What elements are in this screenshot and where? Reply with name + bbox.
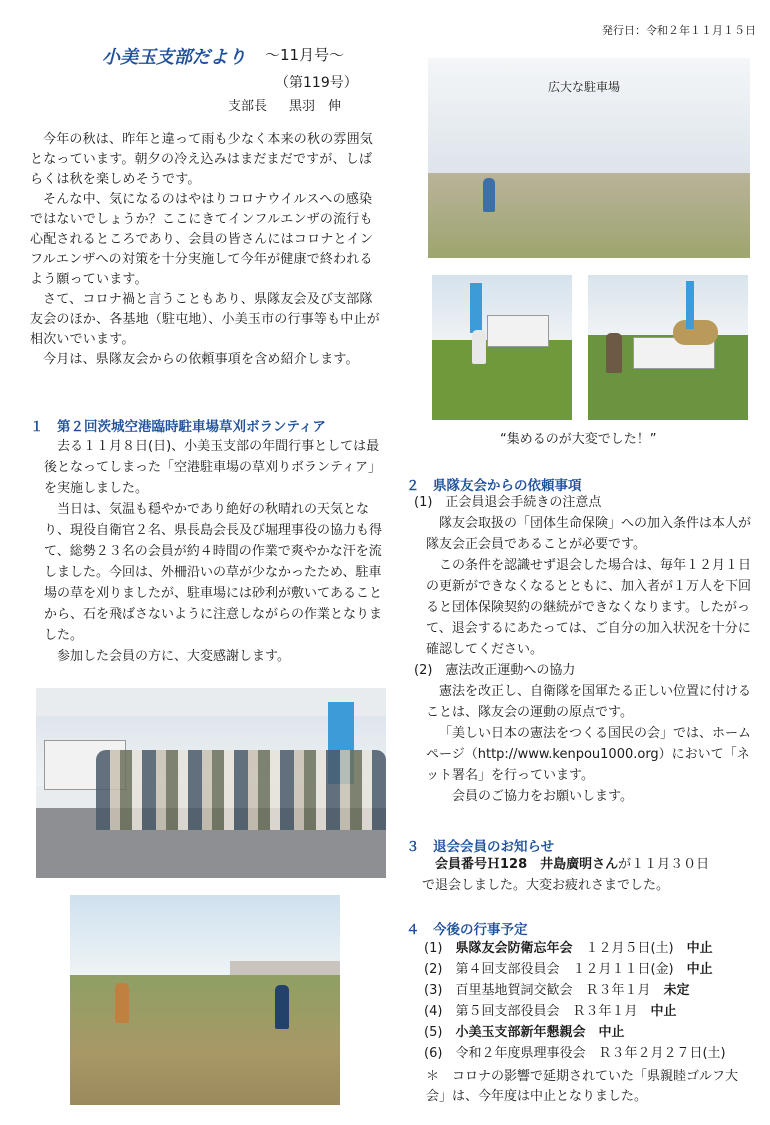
section1-body bbox=[44, 436, 384, 667]
collect-caption: “集めるのが大変でした！” bbox=[500, 432, 657, 447]
section3-heading: ３ 退会会員のお知らせ bbox=[406, 839, 555, 855]
section2-item2-title: (2) 憲法改正運動への協力 bbox=[414, 663, 576, 678]
intro-paragraph: さて、コロナ禍と言うこともあり、県隊友会及び支部隊友会のほか、各基地（駐屯地）、小美玉市の行事等も中止が相次いでいます。 bbox=[30, 292, 380, 347]
section2-heading: ２ 県隊友会からの依頼事項 bbox=[406, 478, 582, 494]
banner-image bbox=[686, 281, 694, 329]
section1-heading: １ 第２回茨城空港臨時駐車場草刈ボランティア bbox=[30, 419, 326, 435]
truck-image bbox=[487, 315, 549, 347]
collect-photo-right bbox=[588, 275, 748, 420]
retire-message: で退会しました。大変お疲れさまでした。 bbox=[422, 878, 670, 893]
section2-item1-text: 隊友会取扱の「団体生命保険」への加入条件は本人が隊友会正会員であることが必要です。 bbox=[426, 516, 752, 552]
banner-image bbox=[470, 283, 482, 333]
author-line bbox=[228, 95, 341, 114]
section2-item1-title: (1) 正会員退会手続きの注意点 bbox=[414, 495, 602, 510]
intro-text bbox=[30, 130, 382, 370]
worker-image bbox=[472, 330, 486, 364]
section1-paragraph: 去る１１月８日(日)、小美玉支部の年間行事としては最後となってしまった「空港駐車場の草刈りボランティア」を実施しました。 bbox=[44, 439, 381, 496]
collect-photo-left bbox=[432, 275, 572, 420]
worker-image bbox=[483, 178, 495, 212]
section2-item2-text: 憲法を改正し、自衛隊を国軍たる正しい位置に付けることは、隊友会の運動の原点です。 bbox=[426, 684, 752, 720]
issue-date: 発行日：令和２年１１月１５日 bbox=[602, 24, 756, 37]
newsletter-title: 小美玉支部だより bbox=[102, 47, 246, 68]
grass-cutting-photo bbox=[70, 895, 340, 1105]
event-item: (3) 百里基地賀詞交歓会 Ｒ３年１月 未定 bbox=[424, 983, 690, 998]
section1-paragraph: 当日は、気温も穏やかであり絶好の秋晴れの天気となり、現役自衛官２名、県長島会長及び堀理事役の協力も得て、総勢２３名の会員が約４時間の作業で爽やかな汗を流しました。今回は、外柵沿いの草が少なかったため、駐車場の草を刈りましたが、駐車場には砂利が敷いてあることから、石を飛ばさないように注意しながらの作業となりました。 bbox=[44, 502, 383, 643]
intro-paragraph: 今月は、県隊友会からの依頼事項を含め紹介します。 bbox=[43, 352, 359, 367]
event-schedule bbox=[424, 938, 726, 1064]
intro-paragraph: 今年の秋は、昨年と違って雨も少なく本来の秋の雰囲気となっています。朝夕の冷え込みはまだまだですが、しばらくは秋を楽しめそうです。 bbox=[30, 132, 374, 187]
intro-paragraph: そんな中、気になるのはやはりコロナウイルスへの感染ではないでしょうか？ここにきてインフルエンザの流行も心配されるところであり、会員の皆さんにはコロナとインフルエンザへの対策を十分実施して今年が健康で終われるよう願っています。 bbox=[30, 192, 374, 287]
event-item: (4) 第５回支部役員会 Ｒ３年１月 中止 bbox=[424, 1004, 677, 1019]
section3-body bbox=[422, 854, 752, 896]
section2-item2-text: 会員のご協力をお願いします。 bbox=[452, 789, 633, 804]
group-photo bbox=[36, 688, 386, 878]
group-people-image bbox=[96, 750, 386, 830]
parking-caption: 広大な駐車場 bbox=[548, 80, 621, 94]
section2-item2-text: 「美しい日本の憲法をつくる国民の会」では、ホームページ（http://www.kenpou1000.org）において「ネット署名」を行っています。 bbox=[426, 726, 752, 783]
worker-image bbox=[275, 985, 289, 1029]
section2-body bbox=[414, 492, 754, 807]
newsletter-subtitle: ～11月号～ bbox=[265, 46, 345, 64]
grass-pile-image bbox=[673, 320, 718, 345]
event-item: (5) 小美玉支部新年懇親会 中止 bbox=[424, 1025, 625, 1040]
section1-paragraph: 参加した会員の方に、大変感謝します。 bbox=[57, 649, 290, 664]
section4-heading: ４ 今後の行事予定 bbox=[406, 922, 528, 938]
section2-item1-text: この条件を認識せず退会した場合は、毎年１２月１日の更新ができなくなるとともに、加入者が１万人を下回ると団体保険契約の継続ができなくなります。したがって、退会するにあたっては、ご自分の加入状況を十分に確認してください。 bbox=[426, 558, 752, 657]
worker-image bbox=[606, 333, 622, 373]
author-name: 黒羽 伸 bbox=[289, 99, 342, 114]
event-item: (1) 県隊友会防衛忘年会 １２月５日(土) 中止 bbox=[424, 941, 713, 956]
event-item: (2) 第４回支部役員会 １２月１１日(金) 中止 bbox=[424, 962, 713, 977]
retire-date-text: が１１月３０日 bbox=[618, 857, 710, 872]
retired-member: 会員番号Ｈ128 井島廣明さん bbox=[435, 857, 619, 872]
author-role: 支部長 bbox=[228, 99, 268, 114]
worker-image bbox=[115, 983, 129, 1023]
event-item: (6) 令和２年度県理事役会 Ｒ３年２月２７日(土) bbox=[424, 1046, 726, 1061]
issue-number: （第119号） bbox=[275, 75, 358, 91]
golf-note: ＊ コロナの影響で延期されていた「県親睦ゴルフ大会」は、今年度は中止となりました。 bbox=[426, 1069, 739, 1104]
